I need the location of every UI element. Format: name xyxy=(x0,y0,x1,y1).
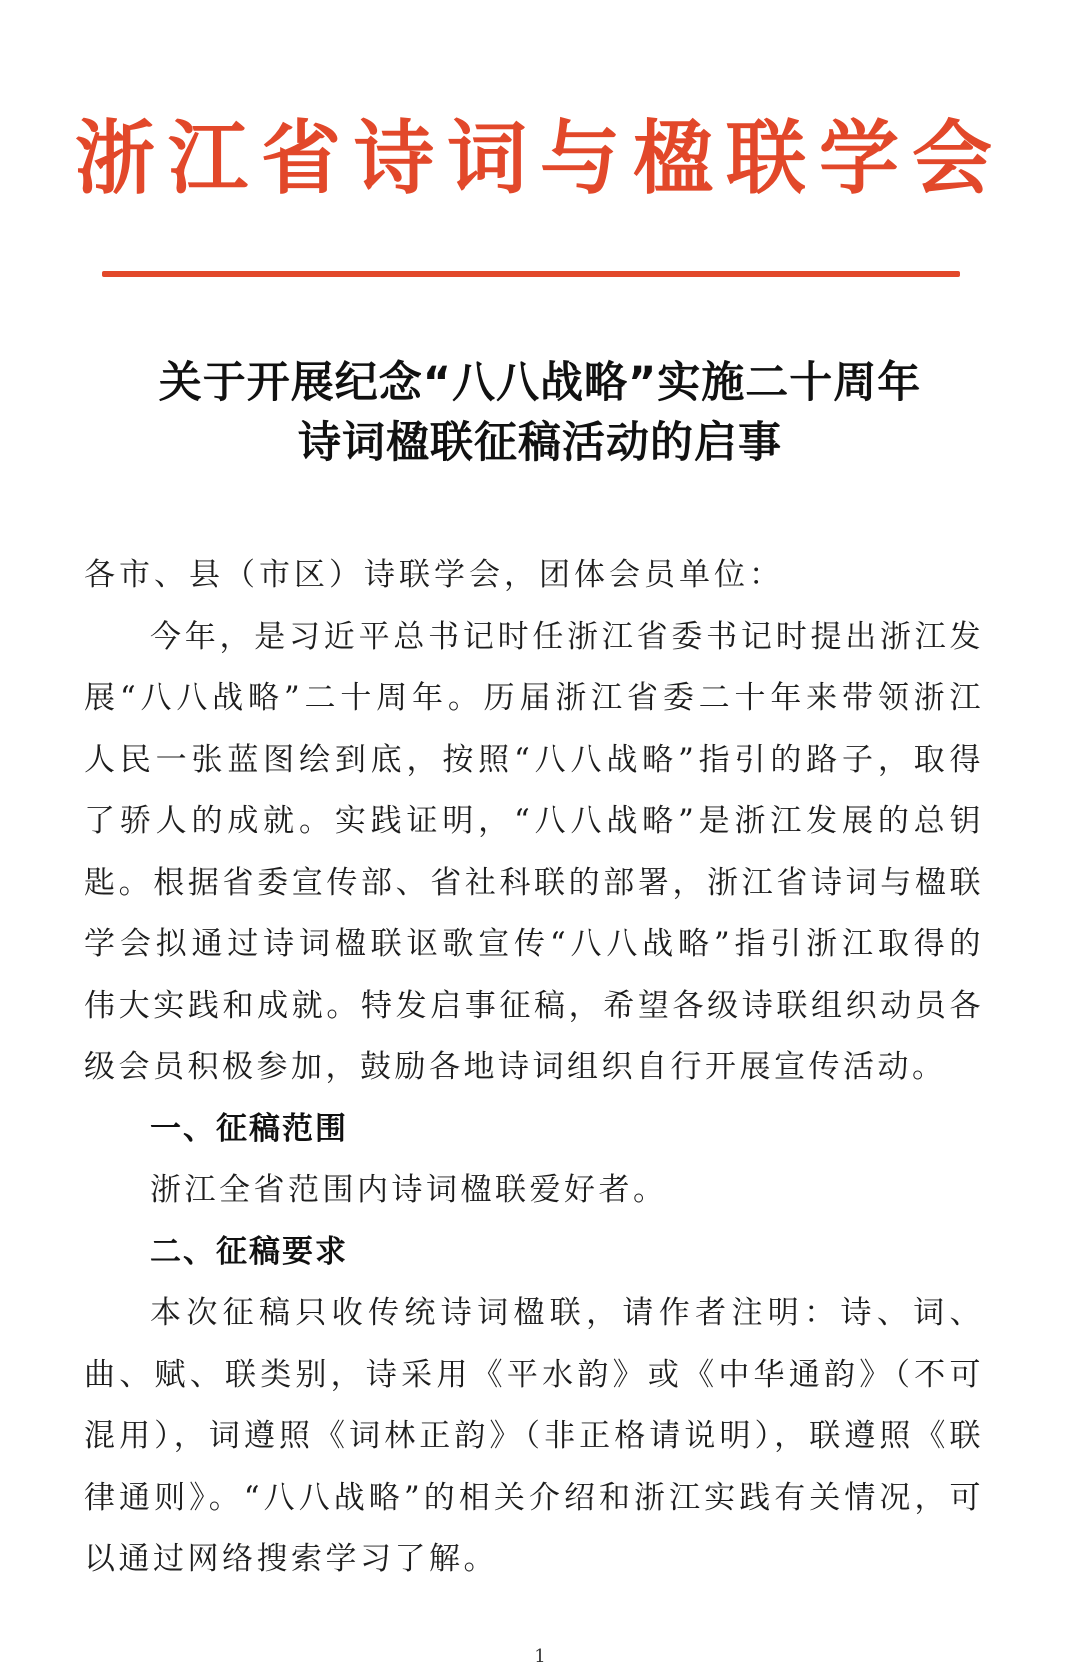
header-divider xyxy=(102,271,960,277)
section-2-heading: 二、征稿要求 xyxy=(150,1233,348,1270)
document-body xyxy=(84,545,984,1591)
section-1-text: 浙江全省范围内诗词楹联爱好者。 xyxy=(150,1172,668,1208)
document-title-line-1: 关于开展纪念“八八战略”实施二十周年 xyxy=(158,358,922,408)
section-1-heading: 一、征稿范围 xyxy=(150,1110,348,1147)
intro-paragraph: 今年，是习近平总书记时任浙江省委书记时提出浙江发展“八八战略”二十周年。历届浙江省委二十年来带领浙江人民一张蓝图绘到底，按照“八八战略”指引的路子，取得了骄人的成就。实践证明，“八八战略”是浙江发展的总钥匙。根据省委宣传部、省社科联的部署，浙江省诗词与楹联学会拟通过诗词楹联讴歌宣传“八八战略”指引浙江取得的伟大实践和成就。特发启事征稿，希望各级诗联组织动员各级会员积极参加，鼓励各地诗词组织自行开展宣传活动。 xyxy=(84,618,984,1085)
organization-header: 浙江省诗词与楹联学会 xyxy=(75,111,1005,205)
section-2-text: 本次征稿只收传统诗词楹联，请作者注明：诗、词、曲、赋、联类别，诗采用《平水韵》或《中华通韵》（不可混用），词遵照《词林正韵》（非正格请说明），联遵照《联律通则》。“八八战略”的相关介绍和浙江实践有关情况，可以通过网络搜索学习了解。 xyxy=(84,1295,984,1577)
page-number: 1 xyxy=(534,1646,546,1667)
document-title-line-2: 诗词楹联征稿活动的启事 xyxy=(298,418,782,468)
salutation: 各市、县（市区）诗联学会，团体会员单位： xyxy=(84,557,784,593)
